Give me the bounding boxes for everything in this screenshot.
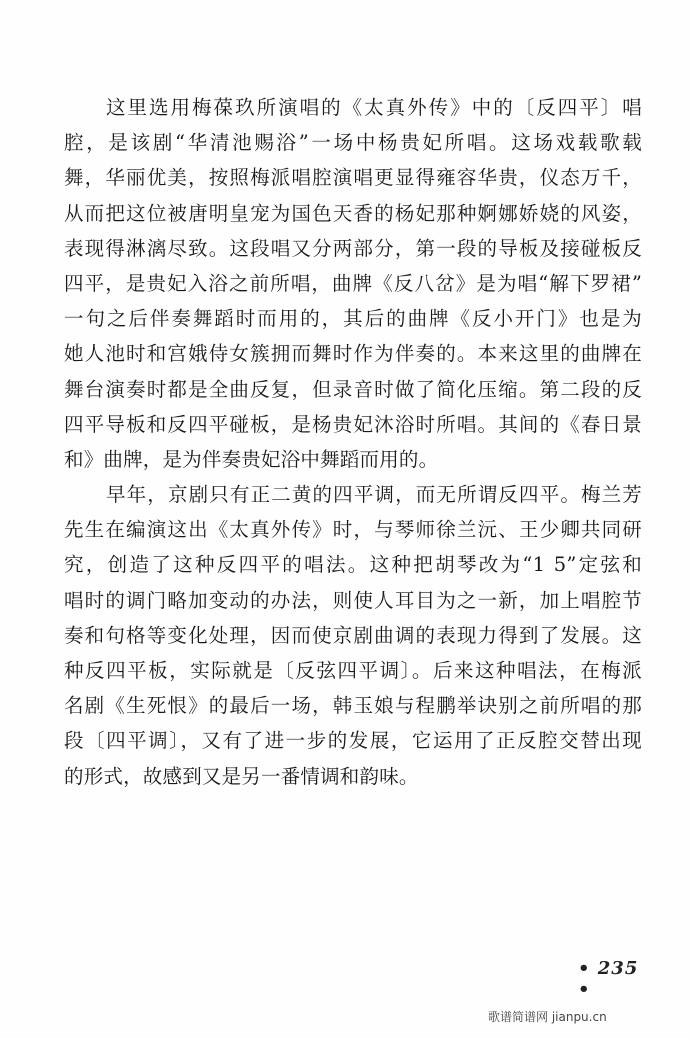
text-line: 四平导板和反四平碰板，是杨贵妃沐浴时所唱。其间的《春日景 bbox=[64, 412, 642, 436]
text-line: 种反四平板，实际就是〔反弦四平调〕。后来这种唱法，在梅派 bbox=[64, 659, 642, 682]
text-line: 和》曲牌，是为伴奏贵妃浴中舞蹈而用的。 bbox=[64, 447, 439, 471]
text-line: 这里选用梅葆玖所演唱的《太真外传》中的〔反四平〕唱 bbox=[106, 96, 642, 119]
site-watermark: 歌谱简谱网 jianpu.cn bbox=[488, 1010, 607, 1024]
text-line: 究，创造了这种反四平的唱法。这种把胡琴改为“1 5”定弦和 bbox=[64, 553, 642, 577]
text-line: 她人池时和宫娥侍女簇拥而舞时作为伴奏的。本来这里的曲牌在 bbox=[64, 342, 642, 366]
text-line: 名剧《生死恨》的最后一场，韩玉娘与程鹏举诀别之前所唱的那 bbox=[64, 694, 642, 718]
body-text bbox=[64, 90, 642, 794]
text-line: 从而把这位被唐明皇宠为国色天香的杨妃那种婀娜娇娆的风姿， bbox=[64, 201, 642, 225]
text-line: 舞台演奏时都是全曲反复，但录音时做了简化压缩。第二段的反 bbox=[64, 377, 642, 401]
text-line: 舞，华丽优美，按照梅派唱腔演唱更显得雍容华贵，仪态万千， bbox=[64, 166, 642, 190]
text-line: 的形式，故感到又是另一番情调和韵味。 bbox=[64, 764, 419, 788]
text-line: 表现得淋漓尽致。这段唱又分两部分，第一段的导板及接碰板反 bbox=[64, 236, 642, 260]
text-line: 先生在编演这出《太真外传》时，与琴师徐兰沅、王少卿共同研 bbox=[64, 518, 642, 542]
text-line: 一句之后伴奏舞蹈时而用的，其后的曲牌《反小开门》也是为 bbox=[64, 307, 642, 331]
text-line: 早年，京剧只有正二黄的四平调，而无所谓反四平。梅兰芳 bbox=[106, 483, 642, 507]
text-line: 唱时的调门略加变动的办法，则使人耳目为之一新，加上唱腔节 bbox=[64, 588, 642, 612]
text-line: 段〔四平调〕，又有了进一步的发展，它运用了正反腔交替出现 bbox=[64, 729, 642, 753]
text-line: 腔，是该剧“华清池赐浴”一场中杨贵妃所唱。这场戏载歌载 bbox=[64, 131, 642, 155]
page-number: • 235 • bbox=[578, 958, 639, 1000]
text-line: 奏和句格等变化处理，因而使京剧曲调的表现力得到了发展。这 bbox=[64, 623, 642, 647]
text-line: 四平，是贵妃入浴之前所唱，曲牌《反八岔》是为唱“解下罗裙” bbox=[64, 271, 642, 295]
